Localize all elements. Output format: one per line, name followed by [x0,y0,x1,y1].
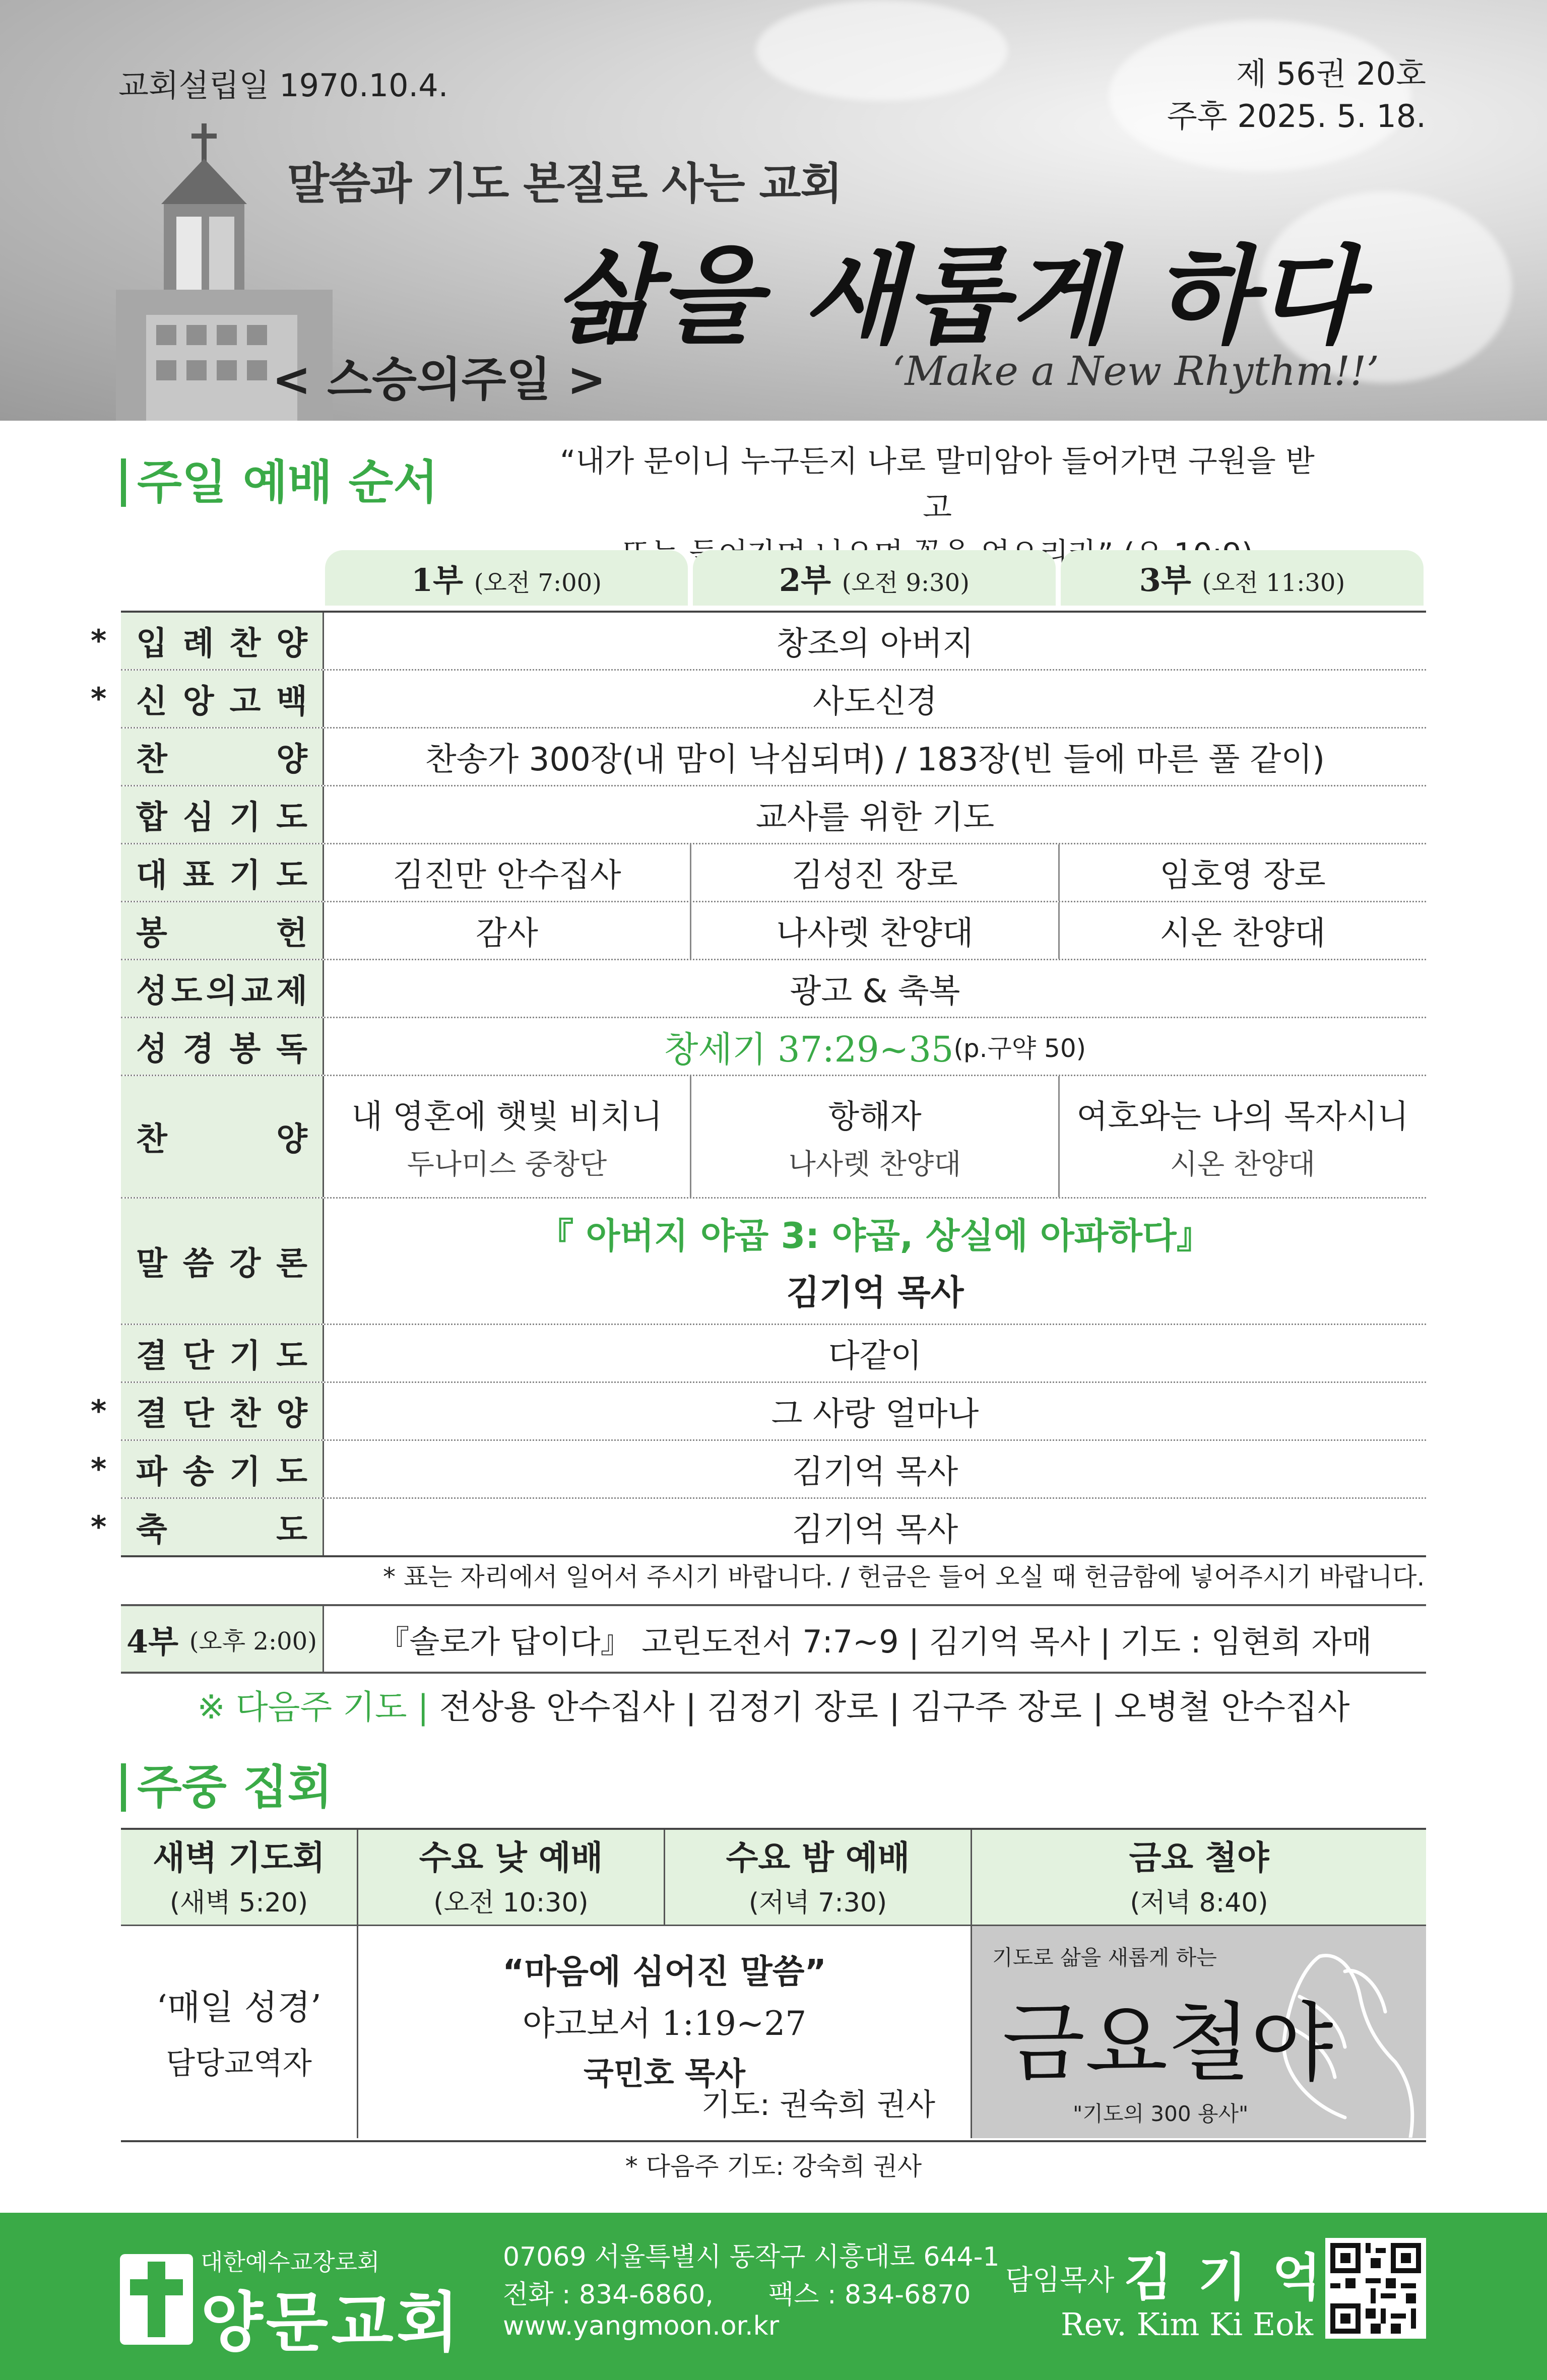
wed-sermon-title: “마음에 심어진 말씀” [502,1952,826,1991]
next-week-prayer [121,1680,1426,1728]
meeting-header-friday: 금요 철야 (저녁 8:40) [972,1830,1426,1925]
footer [0,2213,1547,2380]
order-row-commitment-hymn [91,1383,1426,1441]
anthem-choir: 시온 찬양대 [1170,1148,1316,1181]
row-value: 교사를 위한 기도 [755,799,995,836]
worship-order-table [91,611,1426,1557]
row-value-service-3: 임호영 장로 [1159,857,1326,894]
row-value: 김기억 목사 [792,1453,958,1491]
anthem-title: 내 영혼에 햇빛 비치니 [351,1098,663,1136]
wednesday-service-cell [358,1925,971,2138]
anthem-service-2 [690,1076,1060,1197]
fourth-service-detail: 『솔로가 답이다』 고린도전서 7:7~9 | 김기억 목사 | 기도 : 임현희 자매 [378,1623,1372,1660]
row-value: 찬송가 300장(내 맘이 낙심되며) / 183장(빈 들에 마른 풀 같이) [425,741,1325,778]
row-label: 찬 양 [136,741,307,778]
fourth-service-label: 4부 (오후 2:00) [121,1606,324,1672]
volume-number: 제 56권 20호 [1236,55,1426,92]
row-value-service-1: 김진만 안수집사 [393,857,621,894]
church-logo-icon [120,2254,193,2345]
order-row-sending-prayer [91,1441,1426,1499]
stand-mark: * [91,1451,107,1487]
row-value: 김기억 목사 [792,1511,958,1549]
church-address: 07069 서울특별시 동작구 시흥대로 644-1 [503,2242,1000,2272]
row-value: 광고 & 축복 [790,973,960,1010]
friday-small-text: 기도로 삶을 새롭게 하는 [992,1945,1217,1970]
section-title-meetings: 주중 집회 [121,1763,333,1812]
church-fax: 팩스 : 834-6870 [768,2280,971,2310]
church-motto: 말씀과 기도 본질로 사는 교회 [287,159,842,209]
church-website[interactable]: www.yangmoon.or.kr [503,2311,780,2341]
row-label: 봉 헌 [136,915,307,952]
bulletin-date: 주후 2025. 5. 18. [1167,98,1426,135]
row-value-service-1: 감사 [476,915,538,952]
row-label: 성 경 봉 독 [136,1031,307,1068]
friday-big-text: 금요철야 [1002,1994,1333,2093]
order-row-sermon [121,1199,1426,1325]
dawn-title: ‘매일 성경’ [156,1988,321,2028]
row-label: 축 도 [136,1511,307,1549]
meetings-footnote: * 다음주 기도: 강숙희 권사 [625,2152,922,2181]
section-title-worship: 주일 예배 순서 [121,458,438,507]
wed-prayer: 기도: 권숙희 권사 [701,2087,935,2123]
stand-mark: * [91,1509,107,1545]
standing-note: * 표는 자리에서 일어서 주시기 바랍니다. / 헌금은 들어 오실 때 헌금함에 넣어주시기 바랍니다. [383,1562,1425,1592]
dawn-prayer-cell [121,1925,357,2138]
order-row-anthem [121,1076,1426,1199]
church-name: 양문교회 [201,2285,462,2360]
row-value: 창조의 아버지 [776,625,974,663]
row-value: 그 사랑 얼마나 [771,1396,979,1433]
next-prayer-names: 전상용 안수집사 | 김정기 장로 | 김구주 장로 | 오병철 안수집사 [439,1688,1350,1727]
verse-line-1: “내가 문이니 누구든지 나로 말미암아 들어가면 구원을 받고 [560,444,1315,525]
meeting-header-wed-night: 수요 밤 예배 (저녁 7:30) [665,1830,971,1925]
header-banner [0,0,1547,421]
order-row-hymn [121,729,1426,786]
sunday-name: < 스승의주일 > [272,353,606,407]
pastor-name: 김 기 억 [1124,2248,1325,2307]
stand-mark: * [91,1394,107,1429]
anthem-title: 항해자 [828,1098,922,1136]
sermon-info [324,1199,1426,1324]
anthem-service-1 [324,1076,690,1197]
wed-preacher: 국민호 목사 [583,2055,746,2092]
stand-mark: * [91,623,107,658]
issue-info [1167,53,1426,138]
stand-mark: * [91,681,107,716]
scripture-page: (p.구약 50) [953,1034,1086,1063]
row-label: 입 례 찬 양 [136,625,307,663]
scripture-reference [324,1018,1426,1075]
fourth-service-row [121,1604,1426,1674]
row-label: 파 송 기 도 [136,1453,307,1491]
order-row-offering [121,902,1426,960]
row-label: 신 앙 고 백 [136,683,307,720]
friday-caption: "기도의 300 용사" [1073,2101,1249,2126]
anthem-choir: 두나미스 중창단 [407,1148,607,1181]
row-label: 대 표 기 도 [136,857,307,894]
founding-date: 교회설립일 1970.10.4. [118,67,448,104]
order-row-benediction [91,1499,1426,1557]
row-value-service-2: 김성진 장로 [690,844,1060,901]
sermon-preacher: 김기억 목사 [786,1273,964,1313]
row-value: 사도신경 [812,683,938,720]
row-label: 결 단 찬 양 [136,1396,307,1433]
church-phone: 전화 : 834-6860, [503,2280,714,2310]
row-value: 다같이 [828,1338,922,1375]
anthem-title: 여호와는 나의 목자시니 [1076,1098,1409,1136]
row-value-service-2: 나사렛 찬양대 [690,902,1060,959]
order-row-joint-prayer [121,786,1426,844]
row-value-service-3: 시온 찬양대 [1159,915,1326,952]
row-label: 찬 양 [136,1121,307,1158]
row-label: 합 심 기 도 [136,799,307,836]
scripture-passage: 창세기 37:29~35 [664,1028,954,1070]
order-row-creed [91,671,1426,729]
service-header-2: 2부 (오전 9:30) [693,550,1056,606]
pastor-label: 담임목사 [1005,2264,1115,2297]
wed-scripture: 야고보서 1:19~27 [522,2004,807,2043]
row-label: 결 단 기 도 [136,1338,307,1375]
anthem-choir: 나사렛 찬양대 [788,1148,961,1181]
denomination: 대한예수교장로회 [201,2249,380,2276]
next-prayer-label: ※ 다음주 기도 | [197,1688,429,1727]
order-row-commitment-prayer [121,1325,1426,1383]
meeting-header-dawn: 새벽 기도회 (새벽 5:20) [121,1830,357,1925]
friday-vigil-cell [972,1926,1426,2138]
row-label: 말 씀 강 론 [136,1245,307,1283]
meeting-header-wed-day: 수요 낮 예배 (오전 10:30) [358,1830,664,1925]
qr-code-icon[interactable] [1325,2238,1426,2339]
pastor-english-name: Rev. Kim Ki Eok [1061,2306,1314,2343]
weekly-meetings-table [121,1828,1426,2142]
sermon-title: 『 아버지 야곱 3: 야곱, 상실에 아파하다』 [538,1215,1212,1257]
order-row-entrance-hymn [91,613,1426,671]
tagline: ‘Make a New Rhythm!!’ [892,348,1379,394]
anthem-service-3 [1060,1076,1426,1197]
main-title: 삶을 새롭게 하다 [554,235,1362,358]
order-row-scripture-reading [121,1018,1426,1076]
order-row-fellowship [121,960,1426,1018]
row-label: 성 도 의 교 제 [136,973,307,1010]
service-header-3: 3부 (오전 11:30) [1061,550,1424,606]
order-row-representative-prayer [121,844,1426,902]
dawn-leader: 담당교역자 [166,2045,312,2081]
service-header-1: 1부 (오전 7:00) [325,550,688,606]
